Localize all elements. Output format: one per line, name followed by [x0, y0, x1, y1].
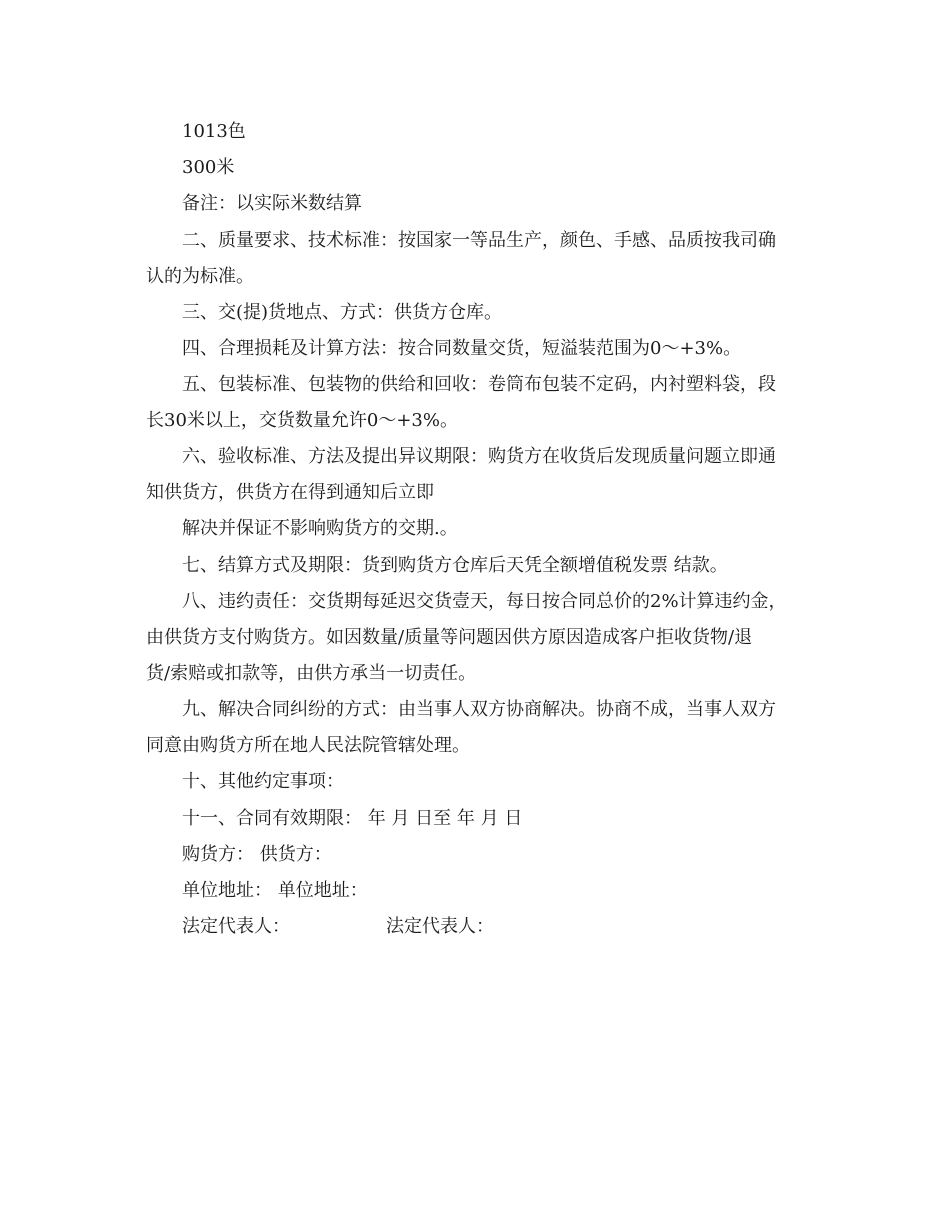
inspection-clause-line-2: 知供货方，供货方在得到通知后立即: [146, 482, 434, 503]
quantity-line: 300米: [182, 157, 235, 178]
loss-clause: 四、合理损耗及计算方法：按合同数量交货，短溢装范围为0～+3%。: [182, 338, 742, 359]
dispute-clause-line-2: 同意由购货方所在地人民法院管辖处理。: [146, 735, 470, 756]
dispute-clause-line-1: 九、解决合同纠纷的方式：由当事人双方协商解决。协商不成，当事人双方: [182, 699, 776, 720]
supplier-representative-label: 法定代表人：: [386, 916, 494, 937]
color-code-line: 1013色: [182, 121, 246, 142]
parties-line: 购货方： 供货方：: [182, 844, 332, 865]
settlement-clause: 七、结算方式及期限：货到购货方仓库后天凭全额增值税发票 结款。: [182, 555, 728, 576]
packing-clause-line-2: 长30米以上，交货数量允许0～+3%。: [146, 410, 458, 431]
quality-clause-line-1: 二、质量要求、技术标准：按国家一等品生产，颜色、手感、品质按我司确: [182, 230, 776, 251]
validity-period-line: 十一、合同有效期限： 年 月 日至 年 月 日: [182, 808, 523, 829]
address-line: 单位地址： 单位地址：: [182, 880, 368, 901]
buyer-representative-label: 法定代表人：: [182, 916, 290, 937]
inspection-clause-line-3: 解决并保证不影响购货方的交期.。: [182, 518, 458, 539]
breach-clause-line-2: 由供货方支付购货方。如因数量/质量等问题因供方原因造成客户拒收货物/退: [146, 627, 753, 648]
packing-clause-line-1: 五、包装标准、包装物的供给和回收：卷筒布包装不定码，内衬塑料袋，段: [182, 374, 776, 395]
breach-clause-line-3: 货/索赔或扣款等，由供方承当一切责任。: [146, 663, 477, 684]
delivery-clause: 三、交(提)货地点、方式：供货方仓库。: [182, 302, 503, 323]
other-terms-line: 十、其他约定事项：: [182, 771, 344, 792]
note-line: 备注：以实际米数结算: [182, 193, 362, 214]
legal-representative-line: [182, 916, 494, 938]
inspection-clause-line-1: 六、验收标准、方法及提出异议期限：购货方在收货后发现质量问题立即通: [182, 446, 776, 467]
breach-clause-line-1: 八、违约责任：交货期每延迟交货壹天，每日按合同总价的2%计算违约金，: [182, 591, 787, 612]
quality-clause-line-2: 认的为标准。: [146, 266, 254, 287]
